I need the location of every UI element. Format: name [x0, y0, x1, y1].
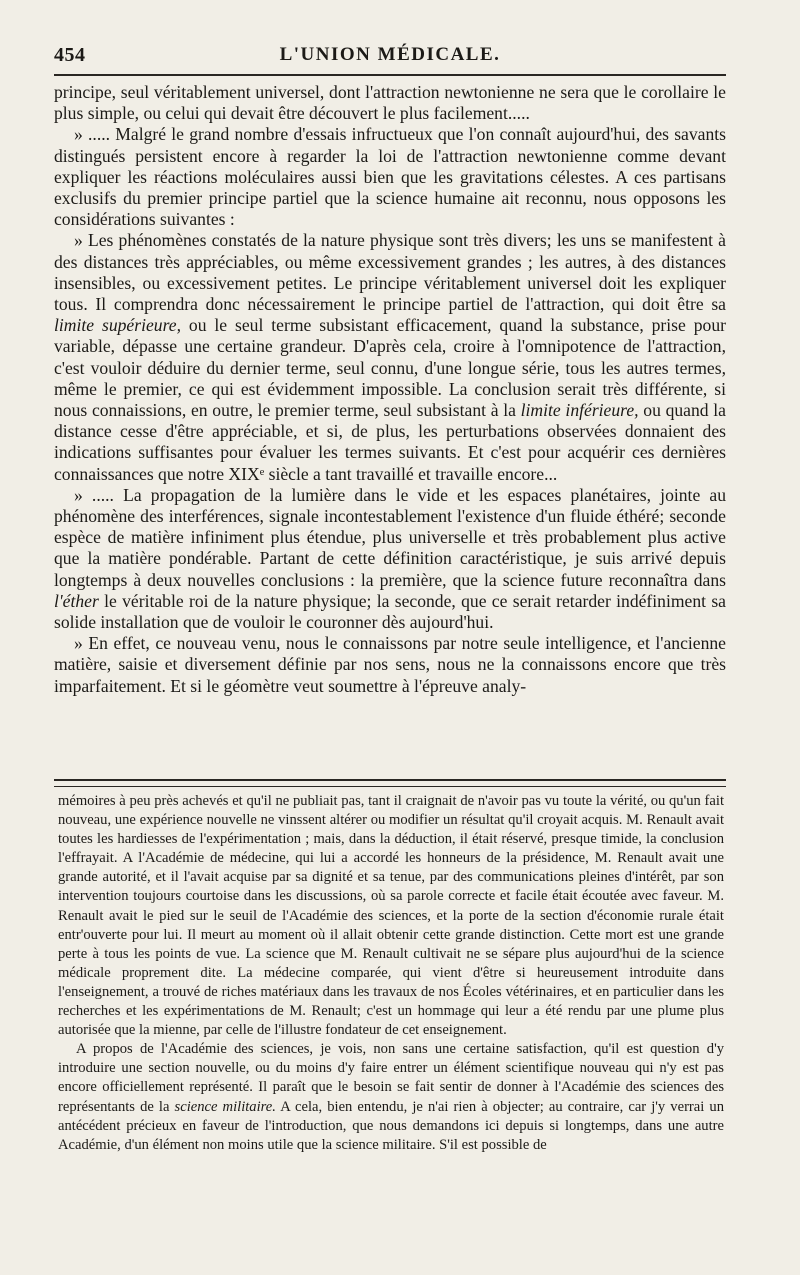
emphasis-limite-superieure: limite supérieure, [54, 315, 181, 336]
emphasis-limite-inferieure: limite inférieure, [520, 400, 639, 421]
emphasis-ether: l'éther [54, 590, 99, 611]
footnote-divider [54, 779, 726, 787]
page-number: 454 [54, 44, 86, 66]
header-rule [54, 74, 726, 76]
emphasis-science-militaire: science militaire. [174, 1098, 276, 1115]
paragraph-2: » ..... Malgré le grand nombre d'essais infructueux que l'on connaît aujourd'hui, des savants distingués persistent encore à regarder la loi de l'attraction newtonienne comme devant expliquer les réactions moléculaires aussi bien que les gravitations célestes. A ces partisans exclusifs du premier principe partiel que la science humaine ait reconnu, nous opposons les considérations suivantes : [54, 124, 726, 230]
paragraph-3-part-d: siècle a tant travaillé et travaille encore... [268, 463, 558, 484]
page-header [54, 40, 726, 74]
footnote-paragraph-2 [58, 1040, 724, 1155]
paragraph-3-part-c: ou quand la distance cesse d'être appréciable, et si, de plus, les perturbations observées donnaient des indications suffisantes pour évaluer les termes suivants. Et c'est pour acquérir ces dernières connaissances que notre [54, 400, 726, 484]
footnote-paragraph-2-part-b: A cela, bien entendu, je n'ai rien à objecter; au contraire, car j'y verrai un antécédent précieux en faveur de l'introduction, que nous demandons ici depuis si longtemps, dans une autre Académie, d'un élément non moins utile que la science militaire. S'il est possible de [58, 1098, 724, 1153]
main-text [54, 82, 726, 697]
paragraph-4 [54, 485, 726, 633]
footnote-paragraph-2-part-a: A propos de l'Académie des sciences, je vois, non sans une certaine satisfaction, qu'il est question d'y introduire une section nouvelle, ou du moins d'y faire entrer un élément scientifique nouveau qui n'y est pas encore officiellement représenté. Il paraît que le besoin se fait sentir de donner à l'Académie des sciences des représentants de la [58, 1041, 724, 1115]
paragraph-3-part-b: ou le seul terme subsistant efficacement, quand la substance, prise pour variable, dépasse une certaine grandeur. D'après cela, croire à l'omnipotence de l'attraction, c'est vouloir déduire du dernier terme, seul connu, d'une longue série, tous les autres termes, même le premier, ce qui est évidemment impossible. La conclusion serait très différente, si nous connaissions, en outre, le premier terme, seul subsistant à la [54, 315, 726, 421]
century-numeral: XIXᵉ [228, 463, 265, 484]
paragraph-3-part-a: » Les phénomènes constatés de la nature physique sont très divers; les uns se manifestent à des distances très appréciables, ou même excessivement grandes ; les autres, à des distances insensibles, ou excessivement petites. Le principe véritablement universel doit les expliquer tous. Il comprendra donc nécessairement le principe partiel de l'attraction, qui doit être sa [54, 230, 726, 315]
footnote-text [58, 792, 724, 1155]
paragraph-4-part-b: le véritable roi de la nature physique; la seconde, que ce serait retarder indéfiniment sa solide installation que de vouloir le couronner dès aujourd'hui. [54, 590, 726, 633]
paragraph-3 [54, 230, 726, 484]
paragraph-1: principe, seul véritablement universel, dont l'attraction newtonienne ne sera que le corollaire le plus simple, ou celui qui devait être découvert le plus facilement..... [54, 82, 726, 124]
footnote-paragraph-1: mémoires à peu près achevés et qu'il ne publiait pas, tant il craignait de n'avoir pas vu toute la vérité, ou qu'un fait nouveau, une expérience nouvelle ne vinssent altérer ou modifier un résultat qu'il croyait acquis. M. Renault avait toutes les hardiesses de l'expérimentation ; mais, dans la déduction, il était réservé, presque timide, la conclusion l'effrayait. A l'Académie de médecine, qui lui a accordé les honneurs de la présidence, M. Renault avait une grande autorité, et il l'avait acquise par sa dignité et sa tenue, par des communications pleines d'intérêt, par son intervention toujours courtoise dans les discussions, où sa parole correcte et facile était écoutée avec faveur. M. Renault avait le pied sur le seuil de l'Académie des sciences, et la porte de la section d'économie rurale était entr'ouverte pour lui. Il meurt au moment où il allait obtenir cette grande distinction. Cette mort est une grande perte à tous les points de vue. La science que M. Renault cultivait ne se sépare plus aujourd'hui de la science médicale proprement dite. La médecine comparée, qui vient d'être si heureusement introduite dans l'enseignement, a trouvé de riches matériaux dans les travaux de nos Écoles vétérinaires, et en particulier dans les recherches et les expérimentations de M. Renault; c'est un hommage qui leur a été rendu par une plume plus autorisée que la mienne, par celle de l'illustre fondateur de cet enseignement. [58, 793, 724, 1039]
paragraph-4-part-a: » ..... La propagation de la lumière dans le vide et les espaces planétaires, jointe au phénomène des interférences, signale incontestablement l'existence d'un fluide éthéré; seconde espèce de matière infiniment plus étendue, plus universelle et très probablement plus active que la matière pondérable. Partant de cette définition caractéristique, je suis arrivé depuis longtemps à deux nouvelles conclusions : la première, que la science future reconnaîtra dans [54, 484, 726, 590]
paragraph-5: » En effet, ce nouveau venu, nous le connaissons par notre seule intelligence, et l'ancienne matière, saisie et diversement définie par nos sens, nous ne la connaissons encore que très imparfaitement. Et si le géomètre veut soumettre à l'épreuve analy- [54, 633, 726, 696]
running-title: L'UNION MÉDICALE. [279, 44, 501, 65]
